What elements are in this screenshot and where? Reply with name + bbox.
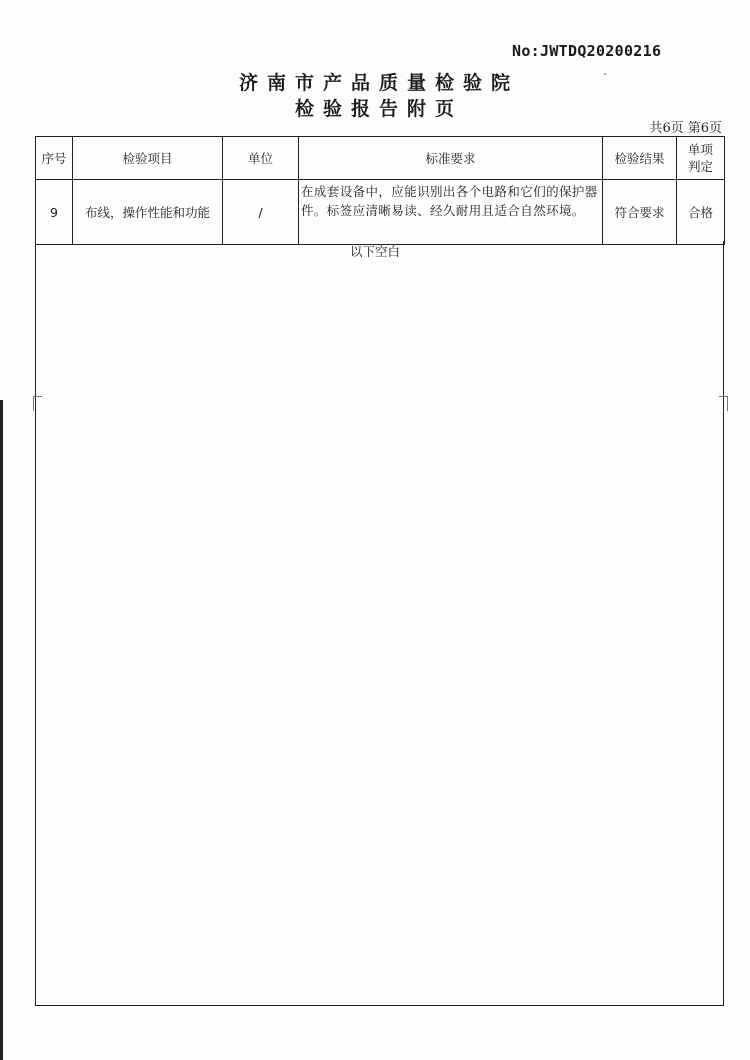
cell-item: 布线，操作性能和功能	[73, 180, 223, 245]
total-pages: 共6页	[649, 121, 684, 136]
cell-unit: /	[223, 180, 299, 245]
report-number: No:JWTDQ20200216	[512, 42, 662, 60]
scan-mark: `	[603, 72, 609, 85]
report-subtitle: 检验报告附页	[294, 98, 463, 120]
table-header-row	[36, 137, 725, 180]
inspection-table	[35, 136, 725, 245]
col-header-verdict	[677, 137, 725, 180]
scan-edge-shadow	[0, 400, 3, 1060]
col-header-verdict-text: 单项判定	[687, 142, 713, 174]
col-header-unit: 单位	[223, 137, 299, 180]
col-header-requirement: 标准要求	[299, 137, 603, 180]
blank-below-note: 以下空白	[349, 244, 400, 259]
col-header-seq: 序号	[36, 137, 73, 180]
cell-verdict: 合格	[677, 180, 725, 245]
current-page: 第6页	[687, 121, 722, 136]
cell-result: 符合要求	[603, 180, 677, 245]
fold-mark-left	[33, 396, 42, 411]
col-header-item: 检验项目	[73, 137, 223, 180]
cell-seq: 9	[36, 180, 73, 245]
cell-requirement: 在成套设备中，应能识别出各个电路和它们的保护器件。标签应清晰易读、经久耐用且适合自然环境。	[299, 180, 603, 245]
institute-title: 济南市产品质量检验院	[238, 72, 519, 94]
table-row	[36, 180, 725, 245]
col-header-result: 检验结果	[603, 137, 677, 180]
blank-area-frame	[35, 241, 724, 1006]
page-count	[649, 117, 722, 136]
fold-mark-right	[719, 396, 728, 411]
